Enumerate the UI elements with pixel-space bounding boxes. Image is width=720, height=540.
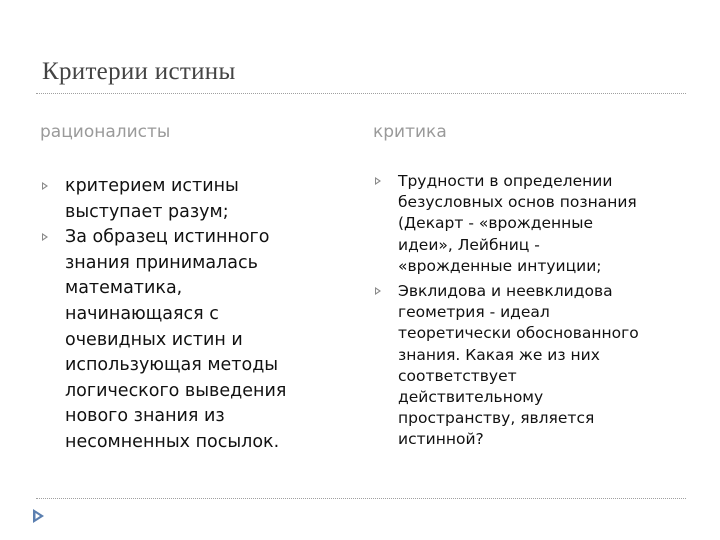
rationalists-bullet-list (40, 174, 340, 456)
bullet-text-line: логического выведения (65, 380, 287, 401)
bullet-text-line: нового знания из (65, 406, 225, 427)
bullet-text-line: критерием истины (65, 176, 239, 196)
slide-title: Критерии истины (42, 58, 236, 85)
column-heading-rationalists: рационалисты (40, 122, 171, 142)
bullet-text-line: выступает разум; (65, 201, 229, 222)
bullet-text-line: «врожденные интуиции; (398, 256, 602, 275)
triangle-bullet-icon (42, 233, 48, 241)
bullet-text-line: (Декарт - «врожденные (398, 214, 594, 233)
bullet-text-line: несомненных посылок. (65, 431, 280, 452)
bullet-text-line: соответствует (398, 366, 517, 385)
bullet-text-line: знания принималась (65, 252, 258, 273)
bullet-text-line: идеи», Лейбниц - (398, 235, 540, 254)
critique-bullet-list (373, 171, 703, 451)
bullet-text-line: очевидных истин и (65, 329, 243, 350)
bullet-text-line: безусловных основ познания (398, 193, 637, 212)
triangle-bullet-icon (42, 182, 48, 190)
bullet-text-line: Трудности в определении (398, 172, 613, 190)
column-heading-critique: критика (373, 122, 447, 142)
bullet-text-line: пространству, является (398, 409, 595, 428)
bullet-text-line: геометрия - идеал (398, 303, 550, 322)
bullet-text-line: теоретически обоснованного (398, 324, 639, 343)
title-divider (36, 93, 686, 94)
triangle-bullet-icon (375, 177, 381, 185)
bullet-text-line: Эвклидова и неевклидова (398, 282, 613, 301)
bullet-text-line: математика, (65, 278, 183, 299)
play-arrow-icon[interactable] (30, 508, 46, 524)
bullet-text-line: начинающаяся с (65, 303, 219, 324)
bullet-text-line: За образец истинного (65, 227, 270, 248)
list-item (373, 281, 703, 451)
bullet-text-line: использующая методы (65, 355, 279, 376)
bullet-text-line: истинной? (398, 430, 484, 449)
footer-divider (36, 498, 686, 499)
list-item (40, 225, 340, 455)
bullet-text-line: действительному (398, 388, 544, 407)
list-item (373, 171, 703, 277)
triangle-bullet-icon (375, 287, 381, 295)
bullet-text-line: знания. Какая же из них (398, 345, 600, 364)
list-item (40, 174, 340, 225)
